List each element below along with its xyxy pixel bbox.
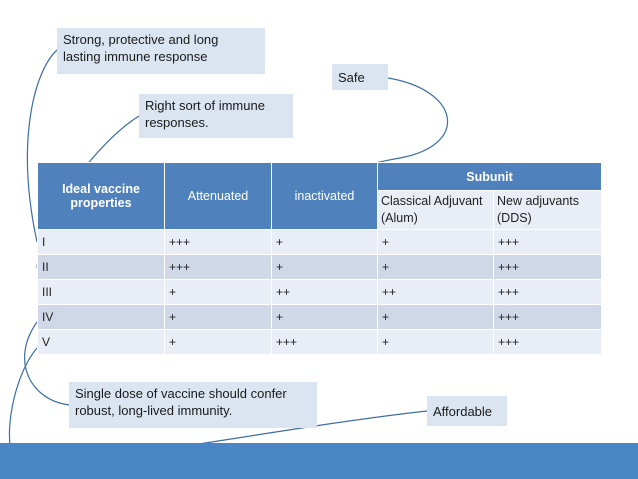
cell-new-adjuvants: +++ bbox=[494, 330, 602, 355]
header-ideal-properties: Ideal vaccine properties bbox=[38, 163, 165, 230]
cell-new-adjuvants: +++ bbox=[494, 305, 602, 330]
cell-classical: + bbox=[378, 330, 494, 355]
header-inactivated: inactivated bbox=[272, 163, 378, 230]
row-label: IV bbox=[38, 305, 165, 330]
row-label: I bbox=[38, 230, 165, 255]
cell-classical: + bbox=[378, 255, 494, 280]
cell-inactivated: +++ bbox=[272, 330, 378, 355]
header-new-adjuvants: New adjuvants (DDS) bbox=[494, 191, 602, 230]
cell-attenuated: + bbox=[165, 305, 272, 330]
table-row bbox=[38, 255, 602, 280]
cell-new-adjuvants: +++ bbox=[494, 255, 602, 280]
cell-attenuated: + bbox=[165, 330, 272, 355]
header-subunit: Subunit bbox=[378, 163, 602, 191]
callout-single-dose: Single dose of vaccine should confer robust, long-lived immunity. bbox=[69, 382, 317, 428]
header-attenuated: Attenuated bbox=[165, 163, 272, 230]
cell-inactivated: + bbox=[272, 305, 378, 330]
header-classical-adjuvant: Classical Adjuvant (Alum) bbox=[378, 191, 494, 230]
callout-strong-response: Strong, protective and long lasting immune response bbox=[57, 28, 265, 74]
table-row bbox=[38, 280, 602, 305]
cell-classical: + bbox=[378, 230, 494, 255]
cell-classical: + bbox=[378, 305, 494, 330]
callout-right-sort: Right sort of immune responses. bbox=[139, 94, 293, 138]
callout-safe: Safe bbox=[332, 64, 388, 90]
table-row bbox=[38, 330, 602, 355]
vaccine-properties-table bbox=[37, 162, 602, 355]
row-label: V bbox=[38, 330, 165, 355]
cell-new-adjuvants: +++ bbox=[494, 230, 602, 255]
cell-new-adjuvants: +++ bbox=[494, 280, 602, 305]
table-row bbox=[38, 305, 602, 330]
callout-affordable: Affordable bbox=[427, 396, 507, 426]
row-label: III bbox=[38, 280, 165, 305]
footer-bar bbox=[0, 443, 638, 479]
cell-attenuated: +++ bbox=[165, 230, 272, 255]
row-label: II bbox=[38, 255, 165, 280]
cell-inactivated: + bbox=[272, 255, 378, 280]
cell-attenuated: +++ bbox=[165, 255, 272, 280]
cell-attenuated: + bbox=[165, 280, 272, 305]
cell-inactivated: + bbox=[272, 230, 378, 255]
cell-inactivated: ++ bbox=[272, 280, 378, 305]
cell-classical: ++ bbox=[378, 280, 494, 305]
table-row bbox=[38, 230, 602, 255]
